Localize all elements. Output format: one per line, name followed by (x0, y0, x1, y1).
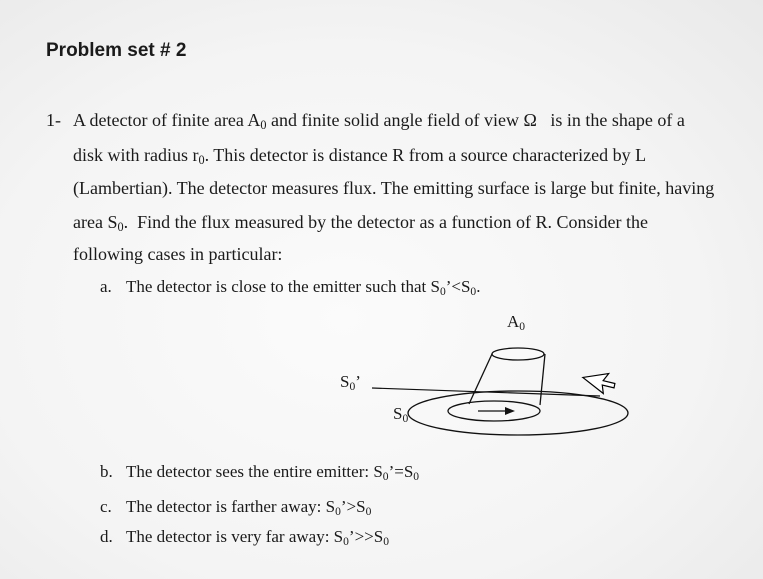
detector-disk (492, 348, 544, 360)
detector-label: $A_0$ (507, 312, 526, 333)
cone-left (469, 354, 492, 404)
cone-right (540, 354, 545, 405)
case-a: a. The detector is close to the emitter such that $S_0’<S_0$. (100, 277, 481, 298)
page-title: Problem set # 2 (46, 40, 187, 61)
problem-line-4: area $S_0$. Find the flux measured by the detector as a function of R. Consider the (73, 212, 648, 235)
case-b: b. The detector sees the entire emitter: $S_0’=S_0$ (100, 462, 420, 483)
problem-line-5: following cases in particular: (73, 244, 283, 264)
omega-symbol: Ω (523, 110, 537, 130)
leader-line (372, 388, 600, 396)
problem-line-1: A detector of finite area $A_0$ and finite solid angle field of view Ω is in the shape of a (73, 110, 685, 133)
problem-line-3: (Lambertian). The detector measures flux. The emitting surface is large but finite, having (73, 178, 715, 198)
s0-label: $S_0$ (393, 404, 409, 425)
mouse-cursor-icon (583, 362, 619, 396)
s0-prime-label: $S_0$’ (340, 372, 361, 393)
problem-number: 1- (46, 110, 61, 130)
problem-line-2: disk with radius $r_0$. This detector is distance R from a source characterized by L (73, 145, 647, 168)
emitter-ellipse (408, 391, 628, 435)
case-d: d. The detector is very far away: $S_0’>>S_0$ (100, 527, 389, 548)
radius-arrow-head (505, 407, 515, 415)
case-c: c. The detector is farther away: $S_0’>S_0$ (100, 497, 372, 518)
